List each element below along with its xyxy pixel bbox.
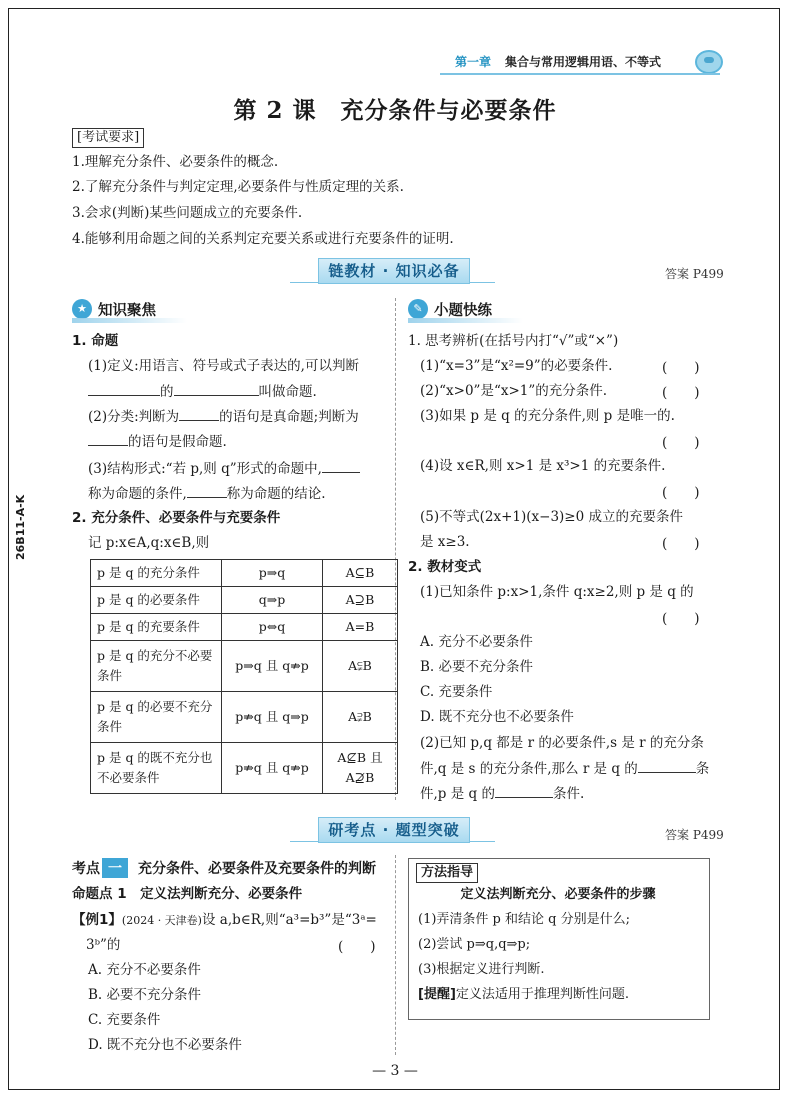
chapter-header: [455, 50, 725, 72]
knowledge-line: [88, 483, 326, 504]
fill-blank[interactable]: [495, 783, 553, 798]
knowledge-line: [88, 431, 227, 452]
table-cell: A⫋B: [323, 641, 398, 692]
table-cell: A⊇B: [323, 587, 398, 614]
text: 条: [695, 761, 710, 777]
tip-label: [提醒]: [418, 987, 456, 1002]
column-divider: [395, 855, 396, 1055]
chapter-title: 集合与常用逻辑用语、不等式: [505, 54, 662, 69]
quick-heading-label: 小题快练: [434, 302, 492, 319]
judge-item: (4)设 x∈R,则 x>1 是 x³>1 的充要条件.: [420, 458, 666, 474]
text: 的: [160, 384, 174, 400]
exam-req-item: 3.会求(判断)某些问题成立的充要条件.: [72, 205, 303, 221]
text: (2)分类:判断为: [88, 409, 180, 425]
pencil-icon: ✎: [408, 299, 428, 319]
table-cell: p 是 q 的既不充分也不必要条件: [91, 743, 222, 794]
text: 件,p 是 q 的: [420, 786, 495, 802]
knowledge-s2-title: 2. 充分条件、必要条件与充要条件: [72, 510, 281, 526]
quick-q2-2-line: (2)已知 p,q 都是 r 的必要条件,s 是 r 的充分条: [420, 735, 704, 751]
table-cell: p⇏q 且 q⇏p: [222, 743, 323, 794]
star-icon: ★: [72, 299, 92, 319]
exam-req-item: 4.能够利用命题之间的关系判定充要关系或进行充要条件的证明.: [72, 231, 454, 247]
option-a[interactable]: A. 充分不必要条件: [420, 634, 533, 650]
example-source: (2024 · 天津卷): [121, 914, 202, 927]
option-c[interactable]: C. 充要条件: [88, 1012, 161, 1028]
table-cell: q⇒p: [222, 587, 323, 614]
method-tip: [418, 985, 629, 1005]
table-cell: p 是 q 的必要不充分条件: [91, 692, 222, 743]
judge-item: (5)不等式(2x+1)(x−3)≥0 成立的充要条件: [420, 509, 683, 525]
table-cell: p 是 q 的必要条件: [91, 587, 222, 614]
answer-paren[interactable]: ( ): [338, 939, 376, 955]
answer-paren[interactable]: ( ): [662, 385, 700, 401]
table-cell: A⊆B: [323, 560, 398, 587]
quick-practice-heading: [408, 297, 523, 321]
table-row: [91, 692, 398, 743]
knowledge-s2-intro: 记 p:x∈A,q:x∈B,则: [88, 535, 210, 551]
exam-req-item: 1.理解充分条件、必要条件的概念.: [72, 154, 279, 170]
table-row: [91, 587, 398, 614]
exam-req-item: 2.了解充分条件与判定定理,必要条件与性质定理的关系.: [72, 179, 404, 195]
knowledge-s1-title: 1. 命题: [72, 333, 119, 349]
judge-item: (1)“x=3”是“x²=9”的必要条件.: [420, 358, 613, 374]
table-cell: p⇒q: [222, 560, 323, 587]
quick-q1-title: 1. 思考辨析(在括号内打“√”或“×”): [408, 333, 619, 349]
example-line: [72, 910, 377, 931]
knowledge-line: [88, 458, 360, 479]
method-tag: 方法指导: [416, 863, 478, 883]
fill-blank[interactable]: [187, 483, 227, 498]
kaodian-heading: [72, 858, 376, 878]
table-cell: p 是 q 的充分条件: [91, 560, 222, 587]
fill-blank[interactable]: [88, 431, 128, 446]
text: (3)结构形式:“若 p,则 q”形式的命题中,: [88, 461, 322, 477]
page-number: — 3 —: [372, 1063, 418, 1079]
quick-q2-2-line: [420, 758, 709, 779]
table-row: [91, 641, 398, 692]
table-cell: p⇏q 且 q⇒p: [222, 692, 323, 743]
chapter-label: 第一章: [455, 54, 492, 69]
answer-paren[interactable]: ( ): [662, 536, 700, 552]
section-banner-knowledge: 链教材 · 知识必备: [318, 258, 470, 284]
table-cell: p⇔q: [222, 614, 323, 641]
method-step: (1)弄清条件 p 和结论 q 分别是什么;: [418, 912, 630, 927]
option-c[interactable]: C. 充要条件: [420, 684, 493, 700]
answer-paren[interactable]: ( ): [662, 611, 700, 627]
table-cell: A⊈B 且 A⊉B: [323, 743, 398, 794]
table-cell: A=B: [323, 614, 398, 641]
table-row: [91, 614, 398, 641]
text: 称为命题的结论.: [226, 486, 326, 502]
judge-item: (3)如果 p 是 q 的充分条件,则 p 是唯一的.: [420, 408, 675, 424]
quick-q2-title: 2. 教材变式: [408, 559, 482, 575]
heading-bar: [408, 318, 523, 323]
example-line: 3ᵇ”的: [86, 937, 121, 953]
kaodian-prefix: 考点: [72, 861, 100, 877]
example-text: 设 a,b∈R,则“a³=b³”是“3ᵃ=: [201, 912, 377, 928]
fill-blank[interactable]: [638, 758, 696, 773]
quick-q2-1: (1)已知条件 p:x>1,条件 q:x≥2,则 p 是 q 的: [420, 584, 694, 600]
option-b[interactable]: B. 必要不充分条件: [420, 659, 534, 675]
mingtidian-title: 命题点 1 定义法判断充分、必要条件: [72, 886, 303, 902]
fill-blank[interactable]: [179, 406, 219, 421]
side-code: 26B11-A-K: [14, 494, 27, 560]
kaodian-number: 一: [102, 858, 128, 878]
option-d[interactable]: D. 既不充分也不必要条件: [88, 1037, 242, 1053]
option-b[interactable]: B. 必要不充分条件: [88, 987, 202, 1003]
table-cell: p 是 q 的充分不必要条件: [91, 641, 222, 692]
kaodian-title: 充分条件、必要条件及充要条件的判断: [138, 861, 376, 877]
table-cell: A⫌B: [323, 692, 398, 743]
method-step: (2)尝试 p⇒q,q⇒p;: [418, 937, 531, 952]
text: 条件.: [552, 786, 585, 802]
text: 件,q 是 s 的充分条件,那么 r 是 q 的: [420, 761, 638, 777]
answer-ref: 答案 P499: [665, 828, 724, 842]
fill-blank[interactable]: [174, 381, 259, 396]
tip-text: 定义法适用于推理判断性问题.: [455, 987, 630, 1002]
quick-q2-2-line: [420, 783, 584, 804]
knowledge-heading-label: 知识聚焦: [98, 302, 156, 319]
text: 的语句是假命题.: [128, 434, 227, 450]
method-title: 定义法判断充分、必要条件的步骤: [460, 887, 656, 902]
answer-paren[interactable]: ( ): [662, 435, 700, 451]
answer-paren[interactable]: ( ): [662, 360, 700, 376]
condition-table: [90, 559, 398, 794]
answer-ref: 答案 P499: [665, 267, 724, 281]
method-step: (3)根据定义进行判断.: [418, 962, 545, 977]
option-a[interactable]: A. 充分不必要条件: [88, 962, 201, 978]
book-icon: [695, 50, 723, 74]
text: 叫做命题.: [258, 384, 317, 400]
fill-blank[interactable]: [88, 381, 160, 396]
fill-blank[interactable]: [322, 458, 360, 473]
table-cell: p 是 q 的充要条件: [91, 614, 222, 641]
lesson-title: 第 2 课 充分条件与必要条件: [233, 97, 557, 124]
knowledge-line: (1)定义:用语言、符号或式子表达的,可以判断: [88, 358, 359, 374]
exam-requirement-tag: [考试要求]: [72, 128, 144, 148]
table-row: [91, 560, 398, 587]
knowledge-line: [88, 381, 317, 402]
judge-item: 是 x≥3.: [420, 534, 470, 550]
table-row: [91, 743, 398, 794]
text: 的语句是真命题;判断为: [219, 409, 359, 425]
table-cell: p⇒q 且 q⇏p: [222, 641, 323, 692]
answer-paren[interactable]: ( ): [662, 485, 700, 501]
judge-item: (2)“x>0”是“x>1”的充分条件.: [420, 383, 608, 399]
knowledge-heading: [72, 297, 187, 321]
section-banner-exam: 研考点 · 题型突破: [318, 817, 470, 843]
knowledge-line: [88, 406, 359, 427]
header-rule: [440, 73, 720, 75]
option-d[interactable]: D. 既不充分也不必要条件: [420, 709, 574, 725]
text: 称为命题的条件,: [88, 486, 187, 502]
heading-bar: [72, 318, 187, 323]
example-label: 【例1】: [72, 912, 122, 928]
